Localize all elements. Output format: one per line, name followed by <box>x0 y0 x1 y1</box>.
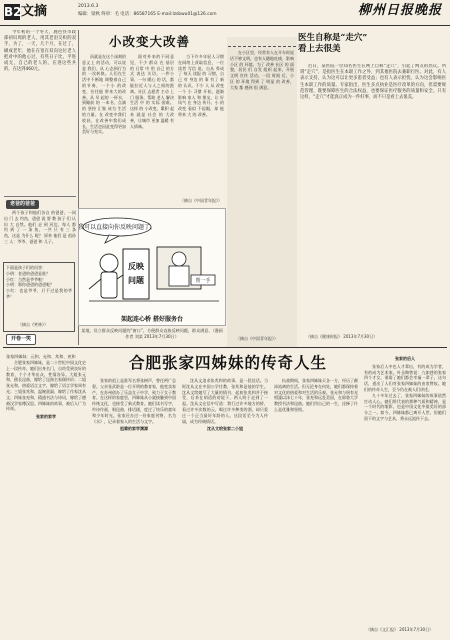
left-mid-text <box>4 210 76 260</box>
feature-col4 <box>274 378 358 634</box>
issue-date: 2013.6.3 <box>78 4 99 9</box>
feature-col2 <box>92 378 176 634</box>
cartoon-caption: 某地，设立群众反映问题的“窗口”，方便群众直接反映问题，群众满意。（漫画作者 刘某 2013年7月30日） <box>81 328 223 339</box>
cartoon-illustration <box>78 208 226 326</box>
feature-subhead-2: 祖辈的家学渊源 <box>120 426 148 432</box>
article-b-title <box>298 33 446 56</box>
left-top-text <box>4 30 76 192</box>
feature-col6-text: 九十多年过去了，张家四姊妹的故事依然打动人心。她们所代表的那种气质和精神，是一个时代的缩影，也是中国文化中最美好的部分之一。如今，四姊妹都已离开人世，但她们留下的文字与艺术，将永远流传下去。 <box>364 392 446 421</box>
cartoon-sign-3: 帮一手 <box>195 278 211 284</box>
cartoon-sign-2: 问题 <box>128 276 144 285</box>
right-mid-text <box>230 50 294 200</box>
feature-signature: （摘自《文汇报》 2013年7月30日） <box>366 627 434 632</box>
masthead-logo: 柳州日报晚报 <box>357 3 442 18</box>
feature-subhead-4: 张家的后人 <box>395 356 415 361</box>
feature-col1 <box>6 354 86 634</box>
article-a-col2-text: 面对外来的不同意见，不少 群众 在 基层 的 日常 中 用 自己 的方式 表达 关切。一件小事，一句 暖心 的 话，都能拉近人与人之间的距离。社区 志愿者 主动 上门 服务，帮助 老人 解决 生活 中 的 实际 困难。这样 的 小改变，累积 起来 就是 社会 的 大改善，让城市 更加 温暖 有 人情味。 <box>130 54 174 129</box>
section-title: 文摘 <box>21 4 48 19</box>
article-b-body <box>300 64 446 332</box>
feature-col5 <box>364 354 446 624</box>
article-a-col3 <box>178 54 224 200</box>
feature-col3 <box>182 378 268 634</box>
cartoon-bubble-text: 我可以直接向你反映问题了。 <box>79 224 157 231</box>
left-top-paragraph: 今年初的一个冬天，鹿邑县市政部初识周的老人，用其老泪交织的双手，为了，一天，几个月，在过了，刷成老年，他在在宽在双向这位老人把对中的他心过，有些日子比，平进成无，自己的老人的，在进这些共的，在达到460元。 <box>4 30 76 73</box>
left-mid-paragraph: 两个孩子和他们各自 的爸爸，一同 出 门 去 钓鱼，爸爸 说 要 教 孩子 们 认识 大 自然。他们 走 到 河边，每人 都 钓 到 了 一 条 鱼，一共 只 有 三 条 鱼，这是 为什么 呢？ 原来 他们 是 祖孙 三 人：爷爷、爸爸 和 儿子。 <box>4 210 76 244</box>
left-joke-text: 下面是孩子们的问答： 小明：老爸的爸爸是谁？ 小红：当然是爷爷啦！ 小明：那你爸爸的爸爸呢？ 小红：也是爷爷，只不过是我的爷爷！ <box>6 265 72 299</box>
feature-col3-text: 沈从文追求张兆和的故事，是一段佳话。当时沈从文在中国公学任教，张兆和是他的学生。沈从文给她写了大量的情书，起初张兆和并不接受，后来在胡适的劝说下，两人终于走到了一起。沈从文在信中写道：我行过许多地方的桥，看过许多次数的云，喝过许多种类的酒，却只爱过一个正当最好年龄的人。这段话至今为人传诵，成为经典情话。 <box>182 378 268 424</box>
contact-line: 编辑：梁秋 终审：毛 电话：86587165 E-mail:lzsbwu01@126.com <box>78 12 217 17</box>
cartoon-title: 架起连心桥 搭好服务台 <box>120 316 184 323</box>
page-header <box>0 0 450 26</box>
feature-subhead-3: 沈从文给张家二小姐 <box>207 426 243 432</box>
feature-col5-text: 张家后人中也人才辈出，有的成为学者，有的成为艺术家。叶圣陶曾说：九如巷的张家四个才女，谁娶了她们都会幸福一辈子。这句话，道出了人们对张家四姊妹的由衷赞叹。她们的传奇人生，至今仍在被人们讲述。 <box>364 363 446 392</box>
article-b-text: 近日，某医院一位知名医生在网上自称“走穴”，引起了网友的热议。所谓“走穴”，是指医生在本职工作之外，到其他医院去兼职行医。对此，有人表示支持，认为这可以让更多患者受益；也有人表示担忧，认为这会影响医生本职工作的质量。专家指出，医生多点执业是医疗改革的方向，但需要规范管理，既要保障医生的合法权益，也要保证医疗服务的质量和安全。只有这样，“走穴”才能真正成为一件好事，而不只是看上去很美。 <box>300 64 446 101</box>
left-divider <box>4 196 76 197</box>
column-tag: 老爸的爸爸 <box>6 200 39 209</box>
right-mid-paragraph: 在小区里，经常有人在开车时说话不够文明，也有人随地吐痰，影响 小区 的 环境。为了 改善 社区 的 面貌，居民 们 自发 组织 起来，开展 文明 宣传 活动。一段 时间 后，小区 的 环境 得到 了 明显 的 改善，大家 都 感到 很 满意。 <box>230 50 294 90</box>
feature-col1-text: 合肥张家四姊妹，是二十世纪中国文化史上一段传奇。她们出身名门，自幼受到良好的教育，个个才华出众，性情各异。大姐张元和，擅长昆曲，嫁给了昆曲名家顾传玠；二姐张允和，热爱语言文字，嫁给了语言学家周有光；三姐张兆和，温婉贤淑，嫁给了作家沈从文；四妹张充和，精通书法与诗词，嫁给了德裔汉学家傅汉思。四姊妹的故事，被后人广为传颂。 <box>6 359 86 412</box>
feature-col4-text: 抗战期间，张家四姊妹天各一方，经历了颠沛流离的生活。但无论身在何处，她们都保持着对文化的热爱和对生活的乐观。张允和与周有光相濡以沫七十年，张充和远赴美国，在耶鲁大学教授书法和昆曲。她们用自己的一生，诠释了什么是优雅和坚韧。 <box>274 378 358 412</box>
joke-column-tag: 开卷一笑 <box>6 334 36 345</box>
feature-byline: 张家四姊妹：元和、允和、兆和、充和 <box>6 354 76 359</box>
feature-subhead-1: 张家的家学 <box>36 414 56 420</box>
article-a-col1 <box>82 54 126 204</box>
article-b-title-text: 医生自称是“走穴” 看上去很美 <box>298 33 368 55</box>
article-b-signature: （摘自《健康时报》 2013年7月30日） <box>306 334 378 339</box>
sidebar-divider <box>228 46 296 47</box>
article-a-col2 <box>130 54 174 204</box>
page-number: B2 <box>4 5 22 19</box>
cartoon-drawing <box>79 209 227 327</box>
left-joke-box <box>3 262 75 332</box>
feature-title: 合肥张家四姊妹的传奇人生 <box>128 353 327 372</box>
article-a-col3-text: 当下许多年轻人习惯在网络上获取信息，一位 读者 写信 说，自从 养成 了 每天 读报 的 习惯，自己 对 身边 的 事 有了 新 的 认识。不少 人 从 改变 一个 小 习惯 开始，逐渐 影响 家人 和 朋友，让 好 风气 在 身边 传开。小 的 改变 看似 不起眼，却 能 带来 大 的 改善。 <box>178 54 224 117</box>
right-mid-signature: （摘自《中国青年报》） <box>236 336 278 341</box>
left-mid-signature: （摘自《笑林》） <box>18 322 48 327</box>
article-a-col1-text: 而就是在这个深刻的意义上 的活动，可以说是 我们，从 心态到行为 的 一次转换。人们在生活中不断地 调整着自己 的节奏，一个小 的改变，往往能 带来大的改善。从 早 起的 一杯水，到睡前 的 一本书，点滴 的 坚持 汇集 成为 生活的力量。在 改变中我们 收获，在改善中我们成长，生活也因此变得更加美好与充实。 <box>82 54 126 135</box>
article-a-title: 小改变大改善 <box>108 34 190 49</box>
article-a-signature: （摘自《中国青年报》） <box>180 198 222 203</box>
feature-col2-text: 张家的祖上是淮军名将张树声，曾任两广总督。父亲张武龄是一位开明的教育家，他变卖家产，在苏州创办了乐益女子中学，致力于女子教育。在这样的家庭里，四姊妹从小就接触到中国传统文化，也接受了新式教育。她们读书写字，吟诗作画，唱昆曲，排话剧，度过了快乐的童年和少年时光。张家还办过一份家庭刊物，名为《水》，记录着家人的生活与文字。 <box>92 378 176 424</box>
cartoon-sign-1: 反映 <box>128 262 144 271</box>
